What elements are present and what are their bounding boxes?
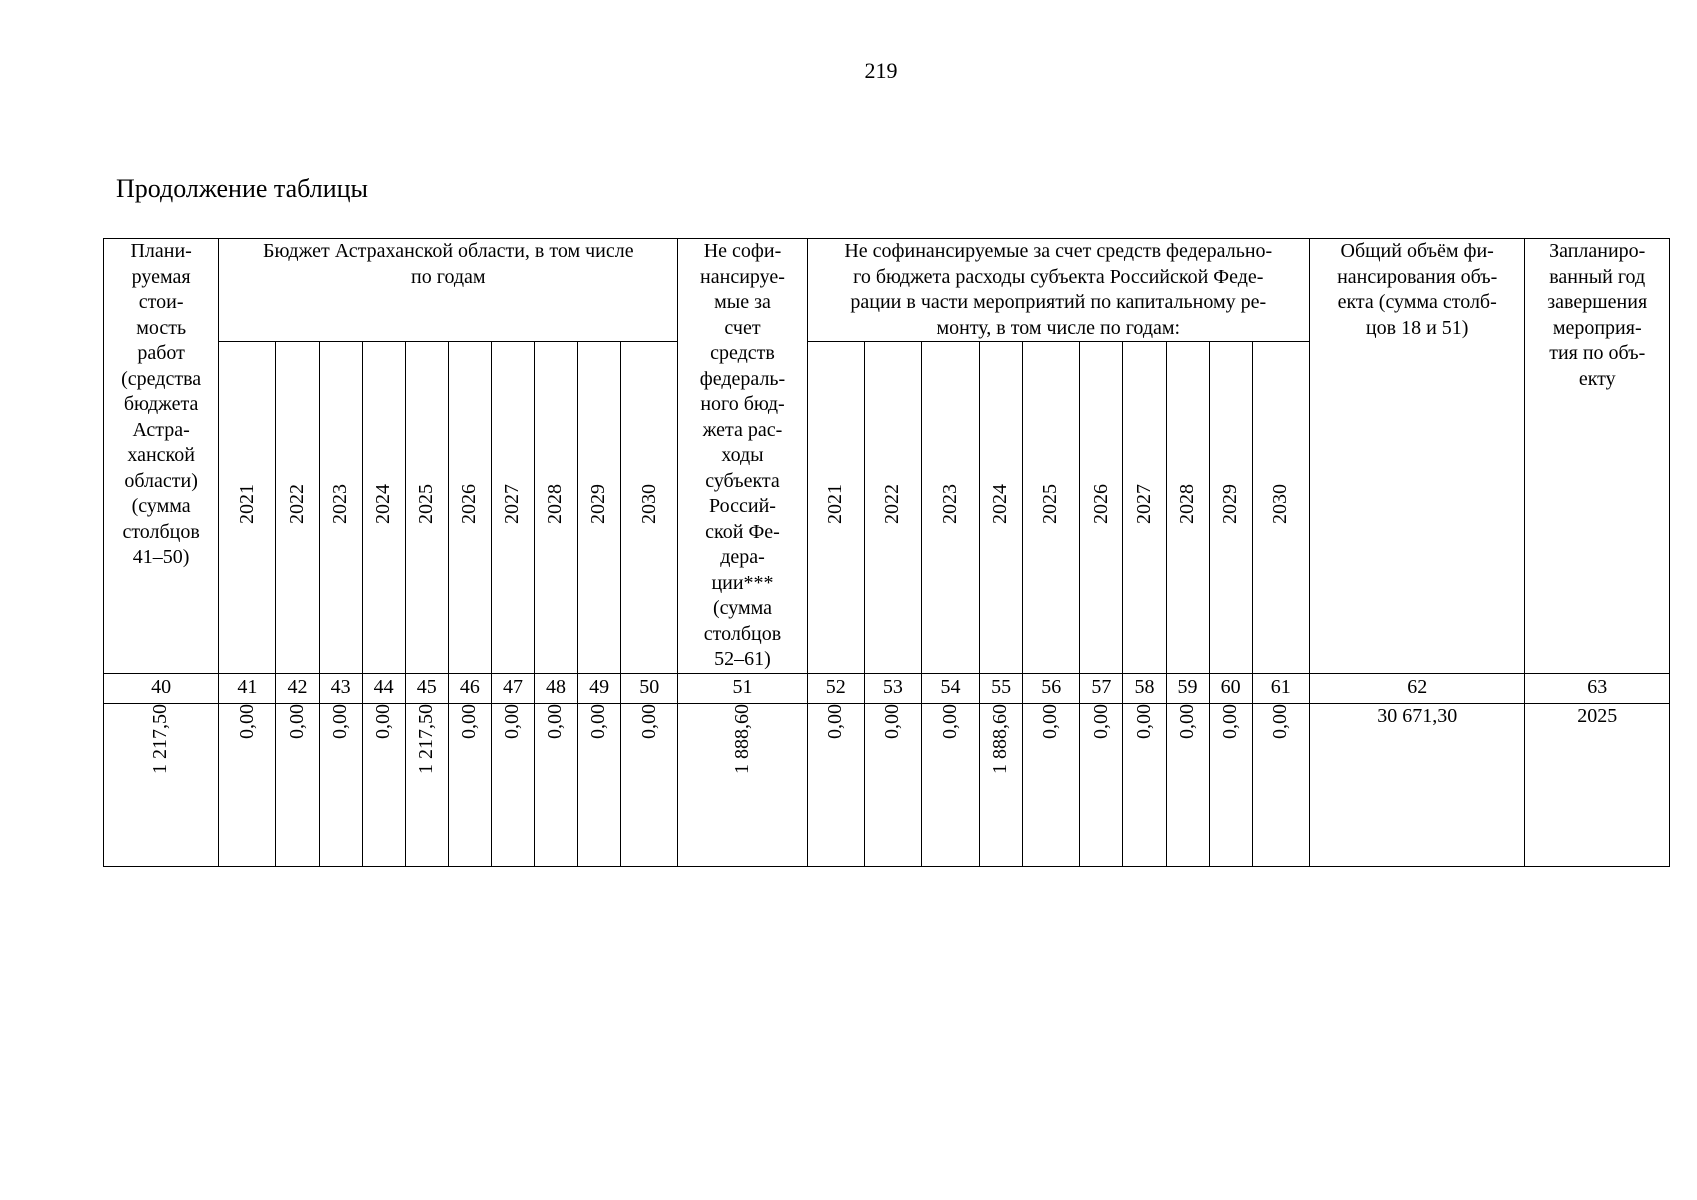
- federal-year-header: [1252, 342, 1309, 674]
- value-cell: [1166, 704, 1209, 867]
- region-year-header: [491, 342, 534, 674]
- column-number: 52: [807, 674, 864, 704]
- value-cell: [1080, 704, 1123, 867]
- column-number: 61: [1252, 674, 1309, 704]
- value-text: 1 217,50: [149, 704, 172, 774]
- value-text: 0,00: [1089, 704, 1112, 739]
- value-cell: [219, 704, 276, 867]
- header-federal-group: [807, 239, 1309, 342]
- header-region-budget-text: Бюджет Астраханской области, в том числе по годам: [263, 240, 634, 288]
- region-year-label: 2028: [544, 483, 567, 524]
- header-planned-cost: [104, 239, 219, 674]
- column-number: 59: [1166, 674, 1209, 704]
- column-number: 57: [1080, 674, 1123, 704]
- value-cell: [405, 704, 448, 867]
- federal-year-header: [1080, 342, 1123, 674]
- value-cell: [534, 704, 577, 867]
- column-number: 56: [1023, 674, 1080, 704]
- federal-year-label: 2029: [1218, 483, 1241, 524]
- value-text: 0,00: [235, 704, 258, 739]
- header-region-budget-group: [219, 239, 678, 342]
- federal-year-label: 2030: [1269, 483, 1292, 524]
- value-cell: [276, 704, 319, 867]
- value-text: 0,00: [328, 704, 351, 739]
- federal-year-label: 2024: [989, 483, 1012, 524]
- value-text: 0,00: [587, 704, 610, 739]
- column-number: 51: [678, 674, 807, 704]
- value-text: 1 888,60: [989, 704, 1012, 774]
- value-cell: [578, 704, 621, 867]
- value-text: 0,00: [371, 704, 394, 739]
- value-text: 2025: [1577, 705, 1618, 727]
- column-number: 53: [864, 674, 921, 704]
- region-year-label: 2029: [587, 483, 610, 524]
- budget-table: [103, 238, 1670, 867]
- federal-year-header: [980, 342, 1023, 674]
- value-text: 0,00: [637, 704, 660, 739]
- region-year-label: 2023: [328, 483, 351, 524]
- header-total-financing-text: Общий объём фи- нансирования объ- екта (сумма столб- цов 18 и 51): [1337, 240, 1498, 339]
- federal-year-label: 2028: [1175, 483, 1198, 524]
- column-number: 46: [448, 674, 491, 704]
- value-cell: [1525, 704, 1670, 867]
- region-year-label: 2030: [637, 483, 660, 524]
- federal-year-header: [1123, 342, 1166, 674]
- column-number: 47: [491, 674, 534, 704]
- federal-year-label: 2026: [1089, 483, 1112, 524]
- region-year-header: [448, 342, 491, 674]
- column-number: 55: [980, 674, 1023, 704]
- federal-year-label: 2021: [823, 483, 846, 524]
- value-cell: [319, 704, 362, 867]
- header-non-cofinanced-total-text: Не софи- нансируе- мые за счет средств федераль- ного бюд- жета рас- ходы субъекта Россий- ской Фе- дера- ции*** (сумма столбцов 52–61): [699, 240, 786, 670]
- value-cell: [448, 704, 491, 867]
- value-cell: [1309, 704, 1525, 867]
- federal-year-header: [921, 342, 979, 674]
- region-year-label: 2025: [415, 483, 437, 524]
- value-text: 0,00: [544, 704, 567, 739]
- value-text: 0,00: [1175, 704, 1198, 739]
- region-year-label: 2021: [235, 483, 258, 524]
- header-non-cofinanced-total: [678, 239, 807, 674]
- value-text: 0,00: [1132, 704, 1155, 739]
- value-cell: [1123, 704, 1166, 867]
- value-text: 0,00: [1039, 704, 1062, 739]
- column-number: 60: [1209, 674, 1252, 704]
- region-year-label: 2026: [458, 483, 481, 524]
- value-cell: [362, 704, 405, 867]
- value-cell: [104, 704, 219, 867]
- value-text: 0,00: [458, 704, 481, 739]
- region-year-header: [534, 342, 577, 674]
- value-text: 0,00: [823, 704, 846, 739]
- federal-year-label: 2025: [1039, 483, 1062, 524]
- region-year-header: [219, 342, 276, 674]
- region-year-header: [276, 342, 319, 674]
- column-number: 48: [534, 674, 577, 704]
- value-cell: [1023, 704, 1080, 867]
- region-year-label: 2022: [285, 483, 308, 524]
- value-cell: [621, 704, 678, 867]
- federal-year-label: 2023: [938, 483, 961, 524]
- value-cell: [1252, 704, 1309, 867]
- region-year-header: [319, 342, 362, 674]
- page-number: 219: [864, 58, 898, 83]
- header-total-financing: [1309, 239, 1525, 674]
- federal-year-header: [807, 342, 864, 674]
- column-number: 44: [362, 674, 405, 704]
- value-cell: [864, 704, 921, 867]
- region-year-header: [578, 342, 621, 674]
- column-number: 45: [405, 674, 448, 704]
- region-year-label: 2027: [501, 483, 524, 524]
- column-number: 62: [1309, 674, 1525, 704]
- column-number: 40: [104, 674, 219, 704]
- value-text: 30 671,30: [1377, 705, 1458, 727]
- column-number: 58: [1123, 674, 1166, 704]
- value-cell: [980, 704, 1023, 867]
- value-text: 0,00: [285, 704, 308, 739]
- header-completion-year-text: Запланиро- ванный год завершения мероприя- тия по объ- екту: [1547, 240, 1648, 390]
- federal-year-header: [864, 342, 921, 674]
- column-number: 63: [1525, 674, 1670, 704]
- federal-year-header: [1023, 342, 1080, 674]
- federal-year-label: 2027: [1132, 483, 1155, 524]
- column-number-row: [104, 674, 1670, 704]
- header-planned-cost-text: Плани- руемая стои- мость работ (средства бюджета Астра- ханской области) (сумма столбцов 41–50): [121, 240, 202, 568]
- table-continuation-caption: Продолжение таблицы: [116, 174, 368, 203]
- region-year-label: 2024: [371, 483, 394, 524]
- region-year-header: [405, 342, 448, 674]
- region-year-header: [621, 342, 678, 674]
- federal-year-label: 2022: [881, 483, 904, 524]
- column-number: 49: [578, 674, 621, 704]
- value-text: 0,00: [881, 704, 904, 739]
- column-number: 41: [219, 674, 276, 704]
- value-text: 1 217,50: [415, 704, 437, 774]
- header-completion-year: [1525, 239, 1670, 674]
- header-federal-group-text: Не софинансируемые за счет средств федерально- го бюджета расходы субъекта Российской Феде- рации в части мероприятий по капитальному ре- монту, в том числе по годам:: [844, 240, 1273, 339]
- value-text: 0,00: [501, 704, 524, 739]
- value-cell: [807, 704, 864, 867]
- federal-year-header: [1166, 342, 1209, 674]
- column-number: 54: [921, 674, 979, 704]
- value-text: 0,00: [1218, 704, 1241, 739]
- federal-year-header: [1209, 342, 1252, 674]
- value-text: 0,00: [938, 704, 961, 739]
- region-year-header: [362, 342, 405, 674]
- column-number: 42: [276, 674, 319, 704]
- column-number: 50: [621, 674, 678, 704]
- value-text: 1 888,60: [730, 704, 753, 774]
- value-cell: [921, 704, 979, 867]
- value-text: 0,00: [1269, 704, 1292, 739]
- column-number: 43: [319, 674, 362, 704]
- values-row: [104, 704, 1670, 867]
- value-cell: [491, 704, 534, 867]
- value-cell: [678, 704, 807, 867]
- value-cell: [1209, 704, 1252, 867]
